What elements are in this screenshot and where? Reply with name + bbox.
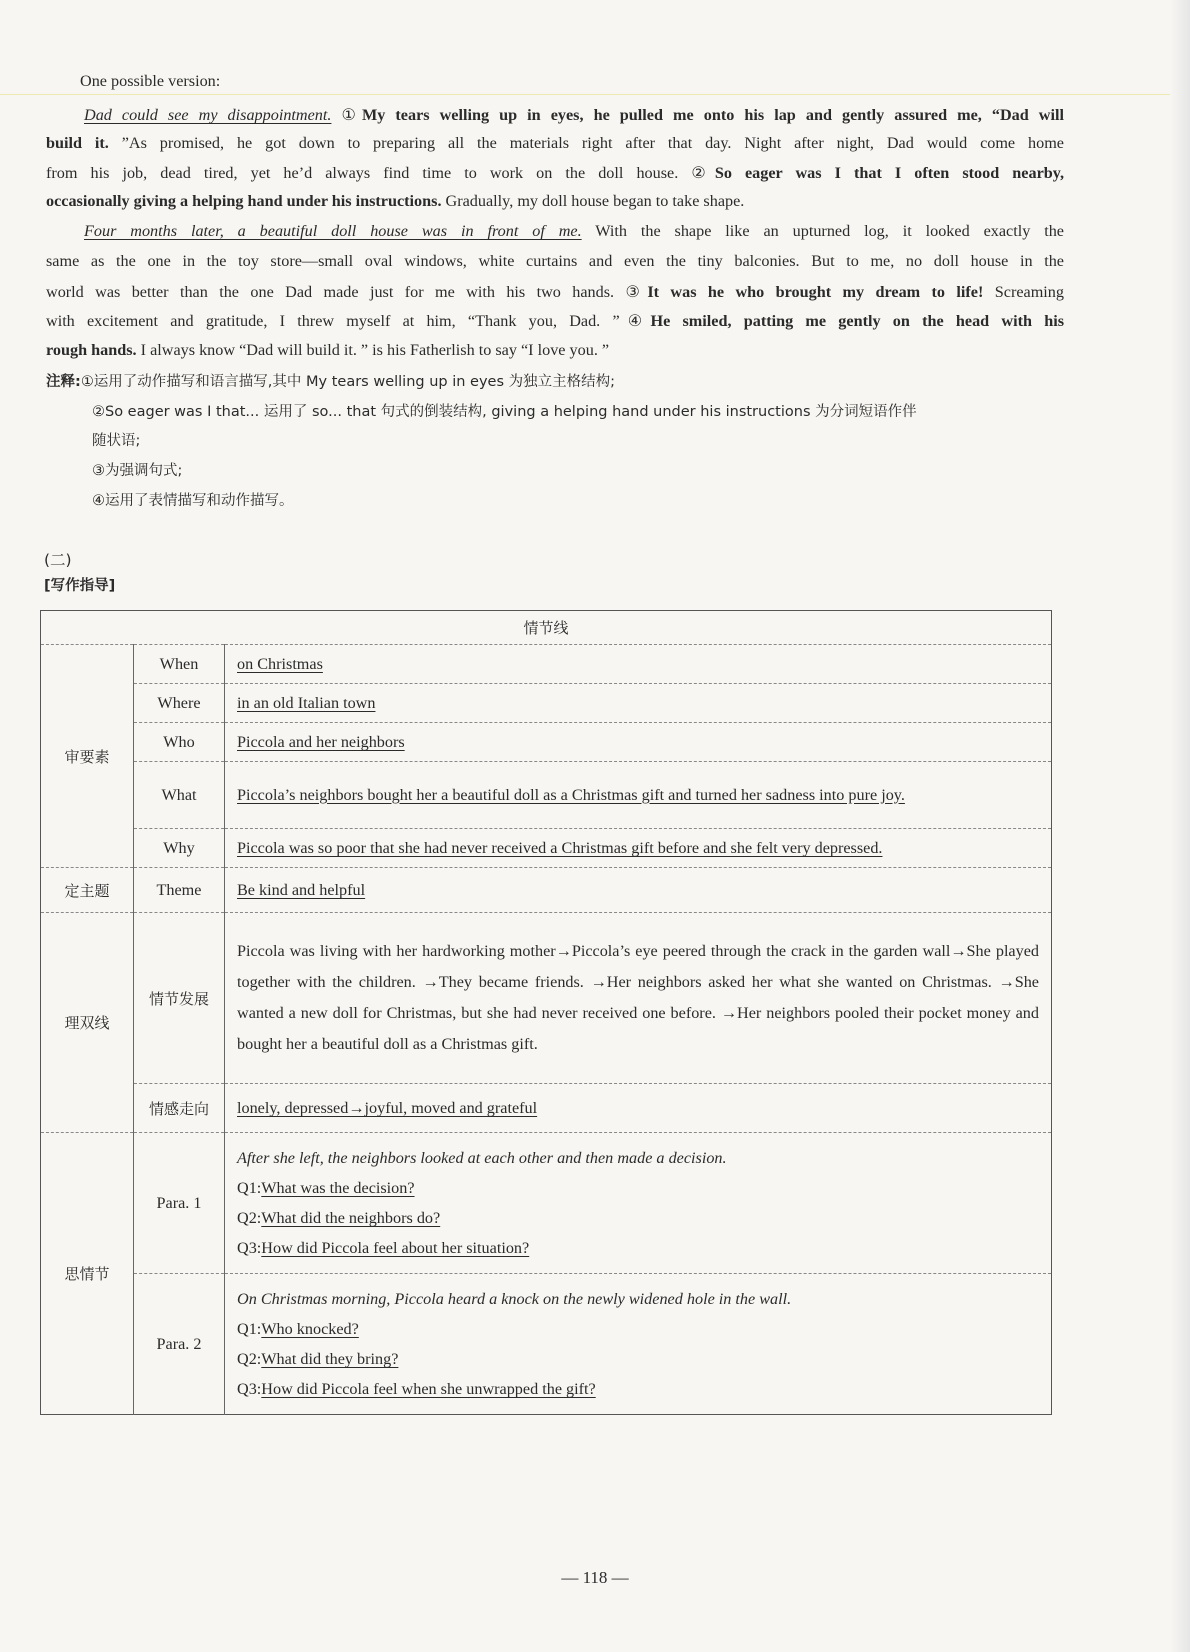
p2-text-2: same as the one in the toy store—small oval windows, white curtains and even the tiny balconies. But to me, no doll house in the bbox=[46, 252, 1064, 270]
row-key: Para. 2 bbox=[134, 1274, 225, 1415]
question bbox=[237, 1203, 1039, 1233]
question-number: Q3: bbox=[237, 1380, 262, 1398]
row-key: When bbox=[134, 645, 225, 684]
question-text: How did Piccola feel when she unwrapped the gift? bbox=[261, 1380, 596, 1398]
question-text: What was the decision? bbox=[261, 1179, 415, 1197]
p2-text-3: world was better than the one Dad made just for me with his two hands. bbox=[46, 283, 615, 301]
row-key: Where bbox=[134, 684, 225, 723]
p2-text-5: with excitement and gratitude, I threw myself at him, “Thank you, Dad. ” bbox=[46, 312, 620, 330]
p2-opening: Four months later, a beautiful doll house was in front of me. bbox=[84, 222, 582, 240]
question bbox=[237, 1344, 1039, 1374]
page-edge bbox=[1170, 0, 1190, 1652]
question-number: Q1: bbox=[237, 1179, 262, 1197]
category-plot: 思情节 bbox=[41, 1133, 134, 1415]
p1-text-3: Gradually, my doll house began to take shape. bbox=[441, 192, 745, 210]
question-number: Q2: bbox=[237, 1350, 262, 1368]
question bbox=[237, 1314, 1039, 1344]
table-header: 情节线 bbox=[41, 611, 1052, 645]
row-value bbox=[225, 829, 1052, 868]
table-row bbox=[41, 684, 1052, 723]
para-opening: On Christmas morning, Piccola heard a knock on the newly widened hole in the wall. bbox=[237, 1290, 792, 1308]
question-text: What did the neighbors do? bbox=[261, 1209, 441, 1227]
question bbox=[237, 1173, 1039, 1203]
p2-bold-4b: rough hands. bbox=[46, 341, 137, 359]
row-value-text: in an old Italian town bbox=[237, 694, 376, 712]
row-key: Why bbox=[134, 829, 225, 868]
question-text: How did Piccola feel about her situation? bbox=[261, 1239, 530, 1257]
table-row bbox=[41, 829, 1052, 868]
notes-line-1 bbox=[46, 370, 1064, 391]
p1-bold-1b: build it. bbox=[46, 134, 109, 152]
p2-line-3 bbox=[46, 282, 1064, 302]
table-row bbox=[41, 868, 1052, 913]
table-row bbox=[41, 913, 1052, 1084]
marker-1: ① bbox=[341, 106, 362, 124]
p2-line-2 bbox=[46, 252, 1064, 271]
row-value bbox=[225, 1274, 1052, 1415]
note-1: ①运用了动作描写和语言描写,其中 My tears welling up in eyes 为独立主格结构; bbox=[80, 374, 616, 390]
row-value bbox=[225, 1133, 1052, 1274]
row-key: Who bbox=[134, 723, 225, 762]
intro-line bbox=[80, 72, 1098, 91]
p2-text-6: I always know “Dad will build it. ” is his Fatherlish to say “I love you. ” bbox=[136, 341, 610, 359]
note-4: ④运用了表情描写和动作描写。 bbox=[92, 493, 294, 509]
question-number: Q2: bbox=[237, 1209, 262, 1227]
row-value-text: lonely, depressed→joyful, moved and grateful bbox=[237, 1099, 538, 1117]
marker-4: ④ bbox=[619, 312, 651, 330]
row-value bbox=[225, 684, 1052, 723]
question-text: Who knocked? bbox=[261, 1320, 359, 1338]
row-value bbox=[225, 762, 1052, 829]
notes-line-3 bbox=[46, 429, 1064, 450]
question-number: Q1: bbox=[237, 1320, 262, 1338]
row-value bbox=[225, 913, 1052, 1084]
row-value bbox=[225, 723, 1052, 762]
notes-line-5 bbox=[46, 489, 1064, 510]
table-row bbox=[41, 1133, 1052, 1274]
question-number: Q3: bbox=[237, 1239, 262, 1257]
p2-line-1 bbox=[46, 222, 1064, 241]
p2-bold-4: He smiled, patting me gently on the head with his bbox=[650, 312, 1064, 330]
p2-text-1: With the shape like an upturned log, it looked exactly the bbox=[581, 222, 1064, 240]
table-row bbox=[41, 1084, 1052, 1133]
p1-text-1: ”As promised, he got down to preparing all the materials right after that day. Night after night, Dad would come home bbox=[108, 134, 1064, 152]
row-value bbox=[225, 868, 1052, 913]
writing-guide-heading: [写作指导] bbox=[44, 578, 116, 594]
p1-opening: Dad could see my disappointment. bbox=[84, 106, 332, 124]
row-value-text: on Christmas bbox=[237, 655, 323, 673]
row-key: Para. 1 bbox=[134, 1133, 225, 1274]
table-row bbox=[41, 762, 1052, 829]
table-row bbox=[41, 723, 1052, 762]
notes-line-4 bbox=[46, 459, 1064, 480]
note-3: ③为强调句式; bbox=[92, 463, 183, 479]
note-2b: 随状语; bbox=[92, 433, 141, 449]
question bbox=[237, 1233, 1039, 1263]
row-value bbox=[225, 1084, 1052, 1133]
writing-guide-table bbox=[40, 610, 1052, 1415]
p2-line-5 bbox=[46, 341, 1064, 360]
row-key: 情节发展 bbox=[134, 913, 225, 1084]
p1-line-1 bbox=[46, 105, 1064, 125]
row-value bbox=[225, 645, 1052, 684]
p1-bold-1: My tears welling up in eyes, he pulled me onto his lap and gently assured me, “Dad will bbox=[362, 106, 1064, 124]
question-text: What did they bring? bbox=[261, 1350, 399, 1368]
note-2a: ②So eager was I that... 运用了 so... that 句式的倒装结构, giving a helping hand under his instructions 为分词短语作伴 bbox=[92, 404, 917, 420]
p1-line-4 bbox=[46, 192, 1064, 211]
p1-bold-2b: occasionally giving a helping hand under his instructions. bbox=[46, 192, 442, 210]
row-key: 情感走向 bbox=[134, 1084, 225, 1133]
row-value-text: Be kind and helpful bbox=[237, 881, 366, 899]
plot-development-text: Piccola was living with her hardworking mother→Piccola’s eye peered through the crack in the garden wall→She played together with the children. →They became friends. →Her neighbors asked her what she wanted on Christmas. →She wanted a new doll for Christmas, but she had never received one before. →Her neighbors pooled their pocket money and bought her a beautiful doll as a Christmas gift. bbox=[237, 942, 1039, 1053]
table-header-row bbox=[41, 611, 1052, 645]
table-row bbox=[41, 1274, 1052, 1415]
row-value-text: Piccola’s neighbors bought her a beautiful doll as a Christmas gift and turned her sadness into pure joy. bbox=[237, 785, 905, 804]
row-value-text: Piccola and her neighbors bbox=[237, 733, 405, 751]
page-number: — 118 — bbox=[561, 1568, 629, 1587]
marker-3: ③ bbox=[625, 283, 648, 301]
p2-text-4: Screaming bbox=[983, 283, 1064, 301]
top-rule bbox=[0, 94, 1190, 95]
intro-text: One possible version: bbox=[80, 72, 221, 90]
para-opening: After she left, the neighbors looked at each other and then made a decision. bbox=[237, 1149, 727, 1167]
question bbox=[237, 1374, 1039, 1404]
row-key: What bbox=[134, 762, 225, 829]
p1-text-2: from his job, dead tired, yet he’d always find time to work on the doll house. bbox=[46, 164, 679, 182]
p1-line-3 bbox=[46, 163, 1064, 183]
row-value-text: Piccola was so poor that she had never received a Christmas gift before and she felt very depressed. bbox=[237, 839, 883, 857]
p2-bold-3: It was he who brought my dream to life! bbox=[647, 283, 984, 301]
category-theme: 定主题 bbox=[41, 868, 134, 913]
p1-line-2 bbox=[46, 134, 1064, 153]
notes-label: 注释: bbox=[46, 374, 81, 390]
marker-2: ② bbox=[691, 164, 715, 182]
p2-line-4 bbox=[46, 311, 1064, 331]
category-lines: 理双线 bbox=[41, 913, 134, 1133]
row-key: Theme bbox=[134, 868, 225, 913]
table-row bbox=[41, 645, 1052, 684]
section-number: (二) bbox=[44, 551, 72, 569]
category-elements: 审要素 bbox=[41, 645, 134, 868]
p1-bold-2: So eager was I that I often stood nearby, bbox=[714, 164, 1065, 182]
notes-line-2 bbox=[46, 400, 1064, 421]
